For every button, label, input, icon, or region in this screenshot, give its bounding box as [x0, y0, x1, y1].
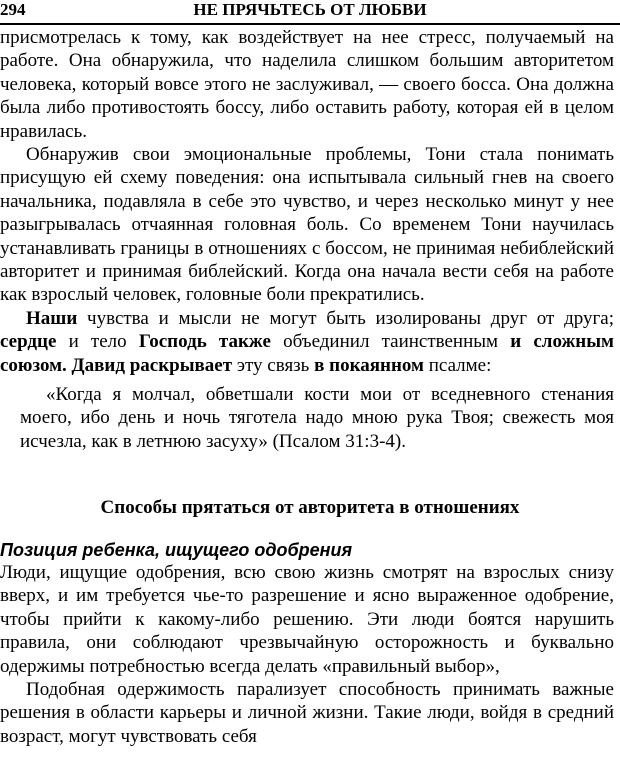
paragraph-3-text-1: чувства и мысли не могут быть изолированы друг от друга;	[77, 307, 614, 329]
paragraph-3-text-2: и тело	[56, 331, 139, 353]
body-top	[0, 26, 614, 377]
header-rule	[0, 23, 620, 25]
paragraph-3-text-5: псалме:	[423, 354, 492, 376]
page-header	[0, 0, 620, 24]
paragraph-3-text-3: объединил таинственным	[270, 331, 511, 353]
paragraph-3-bold-2: сердце	[0, 331, 57, 353]
section-heading: Способы прятаться от авторитета в отношениях	[100, 497, 520, 518]
subheading: Позиция ребенка, ищущего одобрения	[0, 540, 353, 560]
running-title: НЕ ПРЯЧЬТЕСЬ ОТ ЛЮБВИ	[193, 0, 427, 19]
paragraph-3-bold-3: Господь также	[138, 331, 271, 353]
paragraph-3-bold-4: и сложным союзом. Давид раскрывает	[0, 331, 614, 376]
body-bottom	[0, 561, 614, 748]
paragraph-1: присмотрелась к тому, как воздействует на нее стресс, получаемый на работе. Она обнаружила, что наделила слишком большим авторитетом человека, который вовсе этого не заслуживал, — своего босса. Она должна была либо противостоять боссу, либо оставить работу, которая ей в целом нравилась.	[0, 27, 614, 142]
paragraph-3-bold-1: Наши	[26, 307, 78, 329]
paragraph-2: Обнаружив свои эмоциональные проблемы, Тони стала понимать присущую ей схему поведения: она испытывала сильный гнев на своего начальника, подавляла в себе это чувство, и через несколько минут у нее разыгрывалась отчаянная головная боль. Со временем Тони научилась устанавливать границы в отношениях с боссом, не принимая небиблейский авторитет и принимая библейский. Когда она начала вести себя на работе как взрослый человек, головные боли прекратились.	[0, 144, 614, 306]
paragraph-5: Подобная одержимость парализует способность принимать важные решения в области карьеры и личной жизни. Такие люди, войдя в средний возраст, могут чувствовать себя	[0, 679, 614, 747]
psalm-quote: «Когда я молчал, обветшали кости мои от вседневного стенания моего, ибо день и ночь тяготела надо мною рука Твоя; свежесть моя исчезла, как в летнюю засуху» (Псалом 31:3-4).	[20, 384, 614, 452]
paragraph-3	[0, 307, 614, 377]
paragraph-3-bold-5: в покаянном	[314, 354, 424, 376]
page-number: 294	[0, 0, 26, 19]
paragraph-4: Люди, ищущие одобрения, всю свою жизнь смотрят на взрослых снизу вверх, и им требуется чье-то разрешение и ясно выраженное одобрение, чтобы прийти к какому-либо решению. Эти люди боятся нарушить правила, они соблюдают чрезвычайную осторожность и буквально одержимы потребностью всегда делать «правильный выбор»,	[0, 562, 614, 677]
paragraph-3-text-4: эту связь	[232, 354, 315, 376]
